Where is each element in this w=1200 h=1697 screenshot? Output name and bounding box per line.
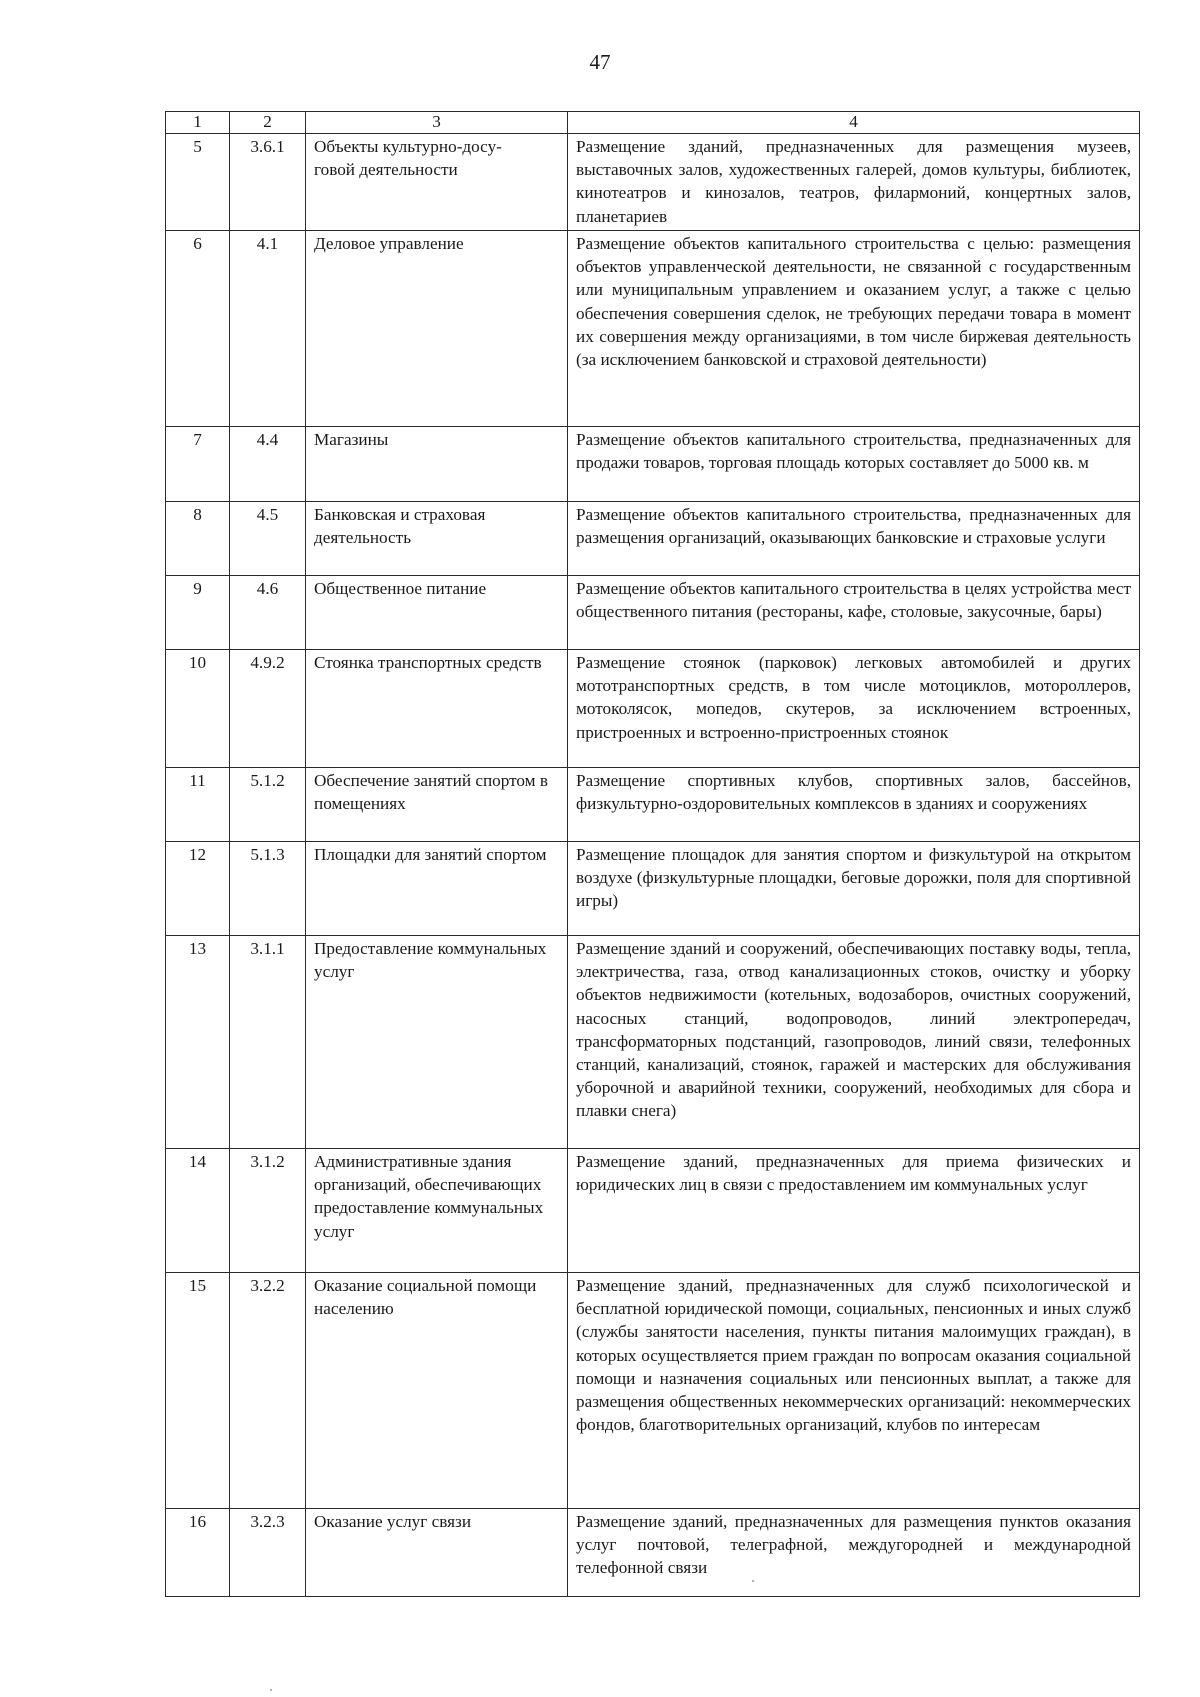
row-code: 4.6 xyxy=(230,576,306,650)
row-name: Объекты культурно-досу- говой деятельности xyxy=(306,134,568,231)
row-description: Размещение объектов капитального строительства с целью: размещения объектов управленческой деятельности, не связанной с государственным или муниципальным управлением и оказанием услуг, а также с целью обеспечения совершения сделок, не требующих передачи товара в момент их совершения между организациями, в том числе биржевая деятельность (за исключением банковской и страховой деятельности) xyxy=(568,231,1140,427)
row-description: Размещение зданий, предназначенных для приема физических и юридических лиц в связи с предоставлением им коммунальных услуг xyxy=(568,1149,1140,1273)
row-name: Деловое управление xyxy=(306,231,568,427)
row-number: 16 xyxy=(166,1509,230,1597)
table-row xyxy=(166,650,1140,768)
table-row xyxy=(166,1149,1140,1273)
row-description: Размещение спортивных клубов, спортивных залов, бассейнов, физкультурно-оздоровительных комплексов в зданиях и сооружениях xyxy=(568,768,1140,842)
row-code: 5.1.2 xyxy=(230,768,306,842)
row-description: Размещение площадок для занятия спортом и физкультурой на открытом воздухе (физкультурные площадки, беговые дорожки, поля для спортивной игры) xyxy=(568,842,1140,936)
row-code: 4.4 xyxy=(230,427,306,502)
row-name: Административные здания организаций, обеспечивающих предоставление коммунальных услуг xyxy=(306,1149,568,1273)
land-use-table xyxy=(165,111,1140,1597)
row-description: Размещение зданий, предназначенных для размещения музеев, выставочных залов, художественных галерей, домов культуры, библиотек, кинотеатров и кинозалов, театров, филармоний, концертных залов, планетариев xyxy=(568,134,1140,231)
row-number: 10 xyxy=(166,650,230,768)
row-name: Общественное питание xyxy=(306,576,568,650)
row-code: 3.6.1 xyxy=(230,134,306,231)
table-row xyxy=(166,427,1140,502)
table-row xyxy=(166,1273,1140,1509)
row-number: 13 xyxy=(166,936,230,1149)
row-description: Размещение объектов капитального строительства, предназначенных для продажи товаров, торговая площадь которых составляет до 5000 кв. м xyxy=(568,427,1140,502)
row-code: 3.2.3 xyxy=(230,1509,306,1597)
row-number: 9 xyxy=(166,576,230,650)
row-description: Размещение зданий и сооружений, обеспечивающих поставку воды, тепла, электричества, газа, отвод канализационных стоков, очистку и уборку объектов недвижимости (котельных, водозаборов, очистных сооружений, насосных станций, водопроводов, линий электропередач, трансформаторных подстанций, газопроводов, линий связи, телефонных станций, канализаций, стоянок, гаражей и мастерских для обслуживания уборочной и аварийной техники, сооружений, необходимых для сбора и плавки снега) xyxy=(568,936,1140,1149)
table-row xyxy=(166,1509,1140,1597)
table-row xyxy=(166,768,1140,842)
row-number: 6 xyxy=(166,231,230,427)
row-code: 4.1 xyxy=(230,231,306,427)
row-number: 15 xyxy=(166,1273,230,1509)
table-body xyxy=(166,112,1140,1597)
header-col-3: 3 xyxy=(306,112,568,134)
row-number: 7 xyxy=(166,427,230,502)
row-name: Обеспечение занятий спортом в помещениях xyxy=(306,768,568,842)
row-number: 5 xyxy=(166,134,230,231)
row-name: Банковская и страховая деятельность xyxy=(306,502,568,576)
page-number: 47 xyxy=(589,50,611,74)
row-description: Размещение стоянок (парковок) легковых автомобилей и других мототранспортных средств, в том числе мотоциклов, мотороллеров, мотоколясок, мопедов, скутеров, за исключением встроенных, пристроенных и встроенно-пристроенных стоянок xyxy=(568,650,1140,768)
row-code: 3.1.1 xyxy=(230,936,306,1149)
row-number: 11 xyxy=(166,768,230,842)
row-description: Размещение зданий, предназначенных для служб психологической и бесплатной юридической помощи, социальных, пенсионных и иных служб (службы занятости населения, пункты питания малоимущих граждан), в которых осуществляется прием граждан по вопросам оказания социальной помощи и назначения социальных или пенсионных выплат, а также для размещения общественных некоммерческих организаций: некоммерческих фондов, благотворительных организаций, клубов по интересам xyxy=(568,1273,1140,1509)
row-code: 3.2.2 xyxy=(230,1273,306,1509)
row-code: 5.1.3 xyxy=(230,842,306,936)
table-header-row xyxy=(166,112,1140,134)
header-col-1: 1 xyxy=(166,112,230,134)
row-description: Размещение объектов капитального строительства в целях устройства мест общественного питания (рестораны, кафе, столовые, закусочные, бары) xyxy=(568,576,1140,650)
row-description: Размещение зданий, предназначенных для размещения пунктов оказания услуг почтовой, телеграфной, междугородней и международной телефонной связи xyxy=(568,1509,1140,1597)
row-description: Размещение объектов капитального строительства, предназначенных для размещения организаций, оказывающих банковские и страховые услуги xyxy=(568,502,1140,576)
table-row xyxy=(166,502,1140,576)
row-code: 4.9.2 xyxy=(230,650,306,768)
row-name: Стоянка транспортных средств xyxy=(306,650,568,768)
scan-speck xyxy=(752,1580,754,1582)
row-name: Оказание социальной помощи населению xyxy=(306,1273,568,1509)
scan-speck xyxy=(270,1689,272,1691)
row-number: 8 xyxy=(166,502,230,576)
table-row xyxy=(166,936,1140,1149)
table-row xyxy=(166,231,1140,427)
table-row xyxy=(166,842,1140,936)
row-code: 4.5 xyxy=(230,502,306,576)
row-number: 12 xyxy=(166,842,230,936)
table-row xyxy=(166,134,1140,231)
row-number: 14 xyxy=(166,1149,230,1273)
row-name: Магазины xyxy=(306,427,568,502)
row-name: Площадки для занятий спортом xyxy=(306,842,568,936)
row-name: Оказание услуг связи xyxy=(306,1509,568,1597)
row-name: Предоставление коммунальных услуг xyxy=(306,936,568,1149)
header-col-2: 2 xyxy=(230,112,306,134)
table-row xyxy=(166,576,1140,650)
header-col-4: 4 xyxy=(568,112,1140,134)
row-code: 3.1.2 xyxy=(230,1149,306,1273)
